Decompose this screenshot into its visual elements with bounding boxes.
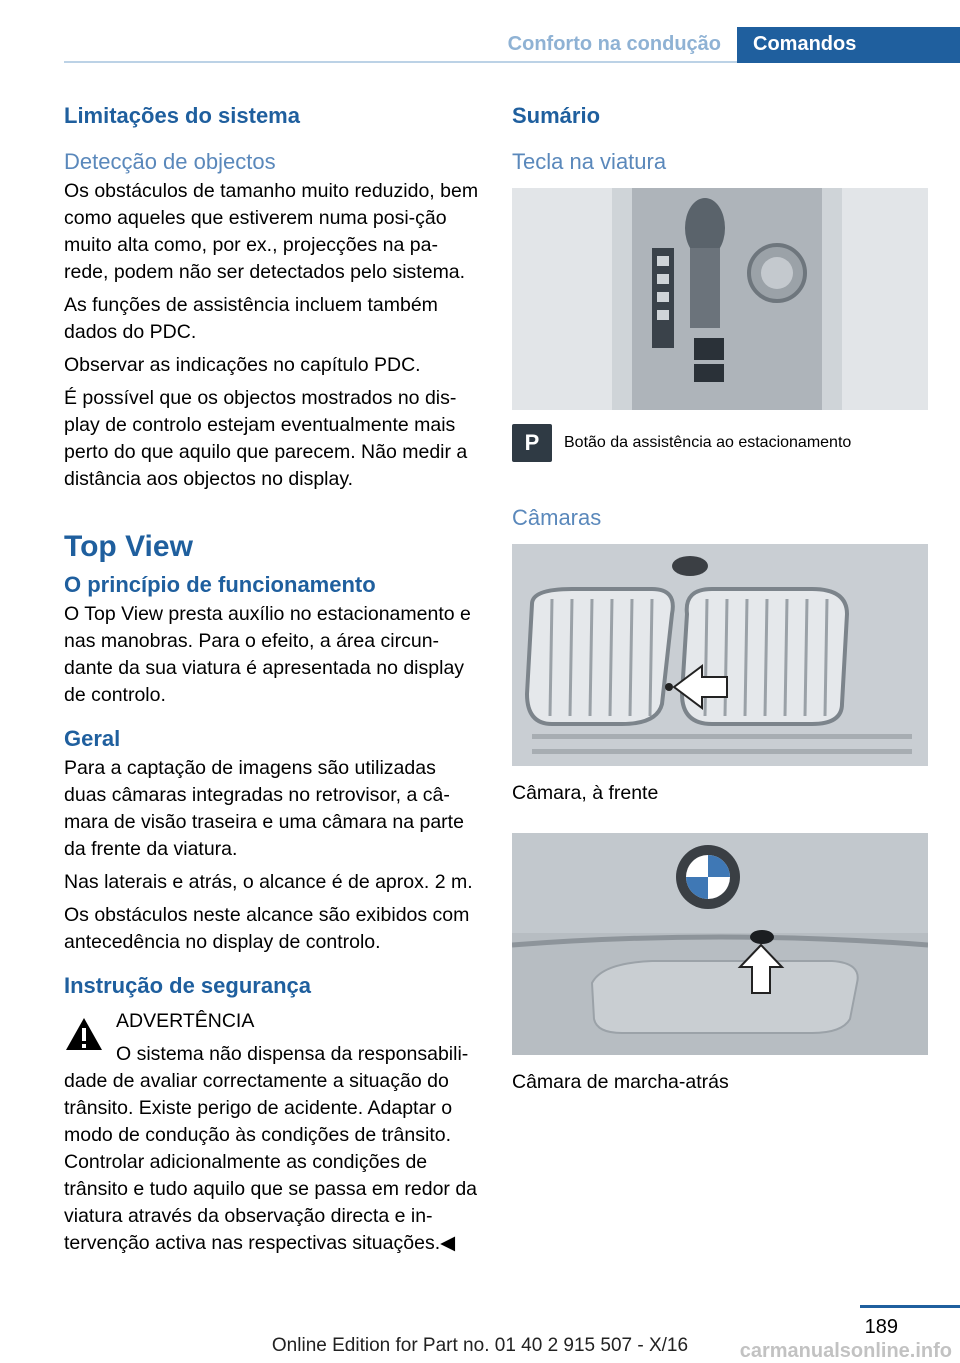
paragraph: Nas laterais e atrás, o alcance é de aprox. 2 m. [64,871,473,893]
center-console-photo [512,188,928,410]
paragraph: Observar as indicações no capítulo PDC. [64,354,421,376]
warning-title: ADVERTÊNCIA [116,1010,255,1032]
heading-system-limits: Limitações do sistema [64,103,300,128]
paragraph: As funções de assistência incluem também dados do PDC. [64,294,438,343]
heading-top-view: Top View [64,530,193,563]
page-number: 189 [864,1316,898,1338]
paragraph: O Top View presta auxílio no estacionamento e nas manobras. Para o efeito, a área circun‐dante da sua viatura é apresentada no display de controlo. [64,603,471,706]
heading-principle: O princípio de funcionamento [64,572,376,597]
warning-block [64,1008,482,1257]
heading-general: Geral [64,726,121,751]
paragraph: Para a captação de imagens são utilizadas duas câmaras integradas no retrovisor, a câ‐mara de visão traseira e uma câmara na parte da frente da viatura. [64,757,464,860]
section-tab[interactable]: Conforto na condução [507,33,721,55]
warning-triangle-icon [64,1016,104,1052]
rear-camera-photo [512,833,928,1055]
park-assist-legend [512,424,928,462]
heading-summary: Sumário [512,103,601,128]
left-column [64,100,482,1257]
warning-body: O sistema não dispensa da responsabili‐dade de avaliar correctamente a situação do trânsito. Existe perigo de acidente. Adaptar o modo de condução às condições de trânsito. Controlar adicionalmente as condições de trânsito e tudo aquilo que se passa em redor da viatura através da observação directa e in‐tervenção activa nas respectivas situações.◀ [64,1043,478,1254]
heading-object-detection: Detecção de objectos [64,149,276,174]
rear-camera-illustration [512,833,928,1055]
front-camera-caption: Câmara, à frente [512,782,659,804]
front-camera-photo [512,544,928,766]
paragraph: Os obstáculos de tamanho muito reduzido, bem como aqueles que estiverem numa posi‐ção muito alta como, por ex., projecções na pa‐rede, podem não ser detectados pelo sistema. [64,180,479,283]
paragraph: É possível que os objectos mostrados no dis‐play de controlo estejam eventualmente mais perto do que aquilo que parecem. Não medir a distância aos objectos no display. [64,387,468,490]
heading-vehicle-key: Tecla na viatura [512,149,667,174]
park-assist-caption: Botão da assistência ao estacionamento [564,434,852,451]
park-assist-icon: P [512,424,552,462]
heading-cameras: Câmaras [512,505,602,530]
edition-footer: Online Edition for Part no. 01 40 2 915 507 - X/16 [271,1335,689,1356]
right-column [512,100,928,1096]
watermark: carmanualsonline.info [739,1340,952,1362]
chapter-tab[interactable]: Comandos [737,27,960,63]
heading-safety: Instrução de segurança [64,973,311,998]
footer-rule [860,1305,960,1308]
front-grille-illustration [512,544,928,766]
center-console-illustration [512,188,928,410]
rear-camera-caption: Câmara de marcha-atrás [512,1071,729,1093]
paragraph: Os obstáculos neste alcance são exibidos com antecedência no display de controlo. [64,904,470,953]
